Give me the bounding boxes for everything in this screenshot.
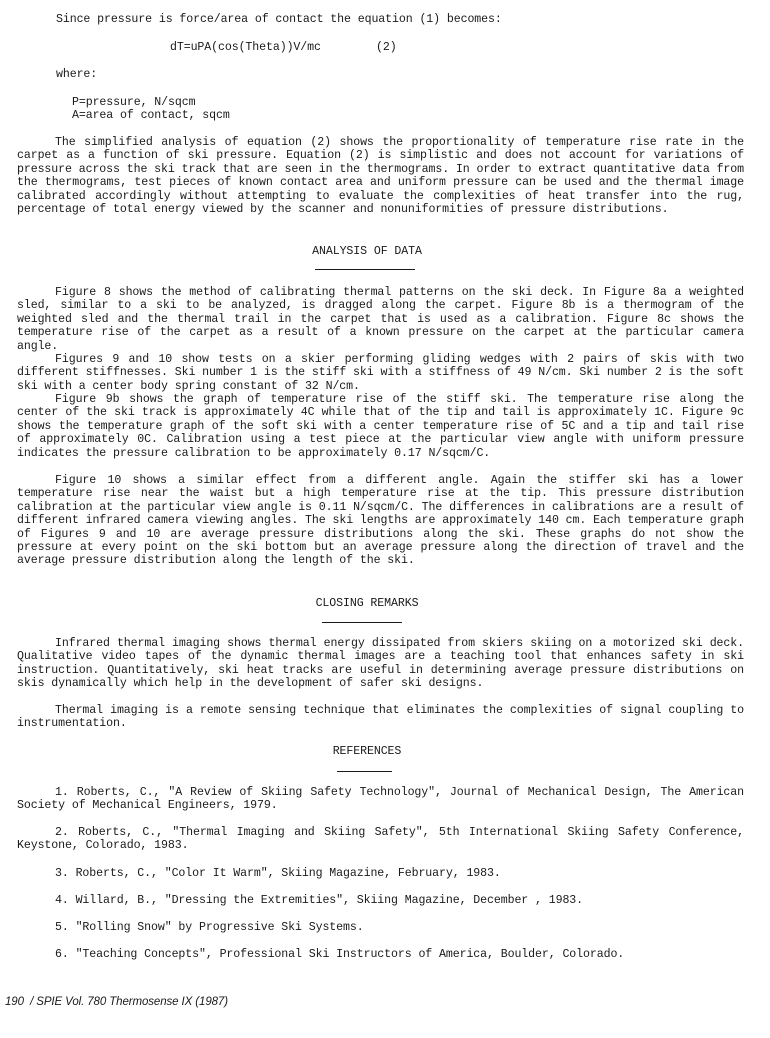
intro-paragraph: The simplified analysis of equation (2) shows the proportionality of temperature rise rate in the carpet as a function of ski pressure. Equation (2) is simplistic and does not account for variations of pressure across the ski track that are seen in the thermograms. In order to extract quantitative data from the thermograms, test pieces of known contact area and uniform pressure can be used and the thermal image calibrated accordingly without attempting to evaluate the complexities of heat transfer into the rug, percentage of total energy viewed by the scanner and nonuniformities of pressure distributions. — [17, 136, 744, 217]
where-label: where: — [56, 68, 98, 81]
definition-pressure: P=pressure, N/sqcm — [72, 96, 196, 109]
reference-item: 6. "Teaching Concepts", Professional Ski Instructors of America, Boulder, Colorado. — [55, 948, 625, 961]
analysis-paragraph-3: Figure 9b shows the graph of temperature rise of the stiff ski. The temperature rise along the center of the ski track is approximately 4C while that of the tip and tail is approximately 1C. Figure 9c shows the temperature graph of the soft ski with a center temperature rise of 5C and a tip and tail rise of approximately 0C. Calibration using a test piece at the particular view angle with uniform pressure indicates the pressure calibration to be approximately 0.17 N/sqcm/C. — [17, 393, 744, 460]
reference-item: 5. "Rolling Snow" by Progressive Ski Systems. — [55, 921, 364, 934]
page-footer: 190 / SPIE Vol. 780 Thermosense IX (1987) — [5, 996, 228, 1008]
analysis-paragraph-4: Figure 10 shows a similar effect from a different angle. Again the stiffer ski has a lower temperature rise near the waist but a high temperature rise at the tip. This pressure distribution calibration at the particular view angle is 0.11 N/sqcm/C. The differences in calibrations are a result of different infrared camera viewing angles. The ski lengths are approximately 140 cm. Each temperature graph of Figures 9 and 10 are average pressure distributions along the ski. These graphs do not show the pressure at every point on the ski bottom but an average pressure along the direction of travel and the average pressure distribution along the length of the ski. — [17, 474, 744, 568]
closing-paragraph-1: Infrared thermal imaging shows thermal energy dissipated from skiers skiing on a motorized ski deck. Qualitative video tapes of the dynamic thermal images are a teaching tool that enhances safety in ski instruction. Quantitatively, ski heat tracks are useful in determining average pressure distributions on skis dynamically which help in the development of safer ski designs. — [17, 637, 744, 691]
heading-underline — [322, 622, 402, 623]
definition-area: A=area of contact, sqcm — [72, 109, 230, 122]
heading-underline — [337, 771, 392, 772]
section-heading-references: REFERENCES — [332, 745, 402, 758]
closing-paragraph-2: Thermal imaging is a remote sensing technique that eliminates the complexities of signal coupling to instrumentation. — [17, 704, 744, 731]
equation: dT=uPA(cos(Theta))V/mc — [170, 41, 321, 54]
reference-item: 2. Roberts, C., "Thermal Imaging and Skiing Safety", 5th International Skiing Safety Conference, Keystone, Colorado, 1983. — [17, 826, 744, 853]
analysis-paragraph-2: Figures 9 and 10 show tests on a skier performing gliding wedges with 2 pairs of skis with two different stiffnesses. Ski number 1 is the stiff ski with a stiffness of 49 N/cm. Ski number 2 is the soft ski with a center body spring constant of 32 N/cm. — [17, 353, 744, 393]
section-heading-closing: CLOSING REMARKS — [315, 597, 419, 610]
heading-underline — [315, 269, 415, 270]
section-heading-analysis: ANALYSIS OF DATA — [312, 245, 422, 258]
reference-item: 3. Roberts, C., "Color It Warm", Skiing Magazine, February, 1983. — [55, 867, 501, 880]
equation-number: (2) — [376, 41, 397, 54]
intro-sentence: Since pressure is force/area of contact the equation (1) becomes: — [56, 13, 502, 26]
reference-item: 1. Roberts, C., "A Review of Skiing Safety Technology", Journal of Mechanical Design, The American Society of Mechanical Engineers, 1979. — [17, 786, 744, 813]
analysis-paragraph-1: Figure 8 shows the method of calibrating thermal patterns on the ski deck. In Figure 8a a weighted sled, similar to a ski to be analyzed, is dragged along the carpet. Figure 8b is a thermogram of the weighted sled and the thermal trail in the carpet that is used as a calibration. Figure 8c shows the temperature rise of the carpet as a result of a known pressure on the carpet at the particular camera angle. — [17, 286, 744, 353]
reference-item: 4. Willard, B., "Dressing the Extremities", Skiing Magazine, December , 1983. — [55, 894, 584, 907]
